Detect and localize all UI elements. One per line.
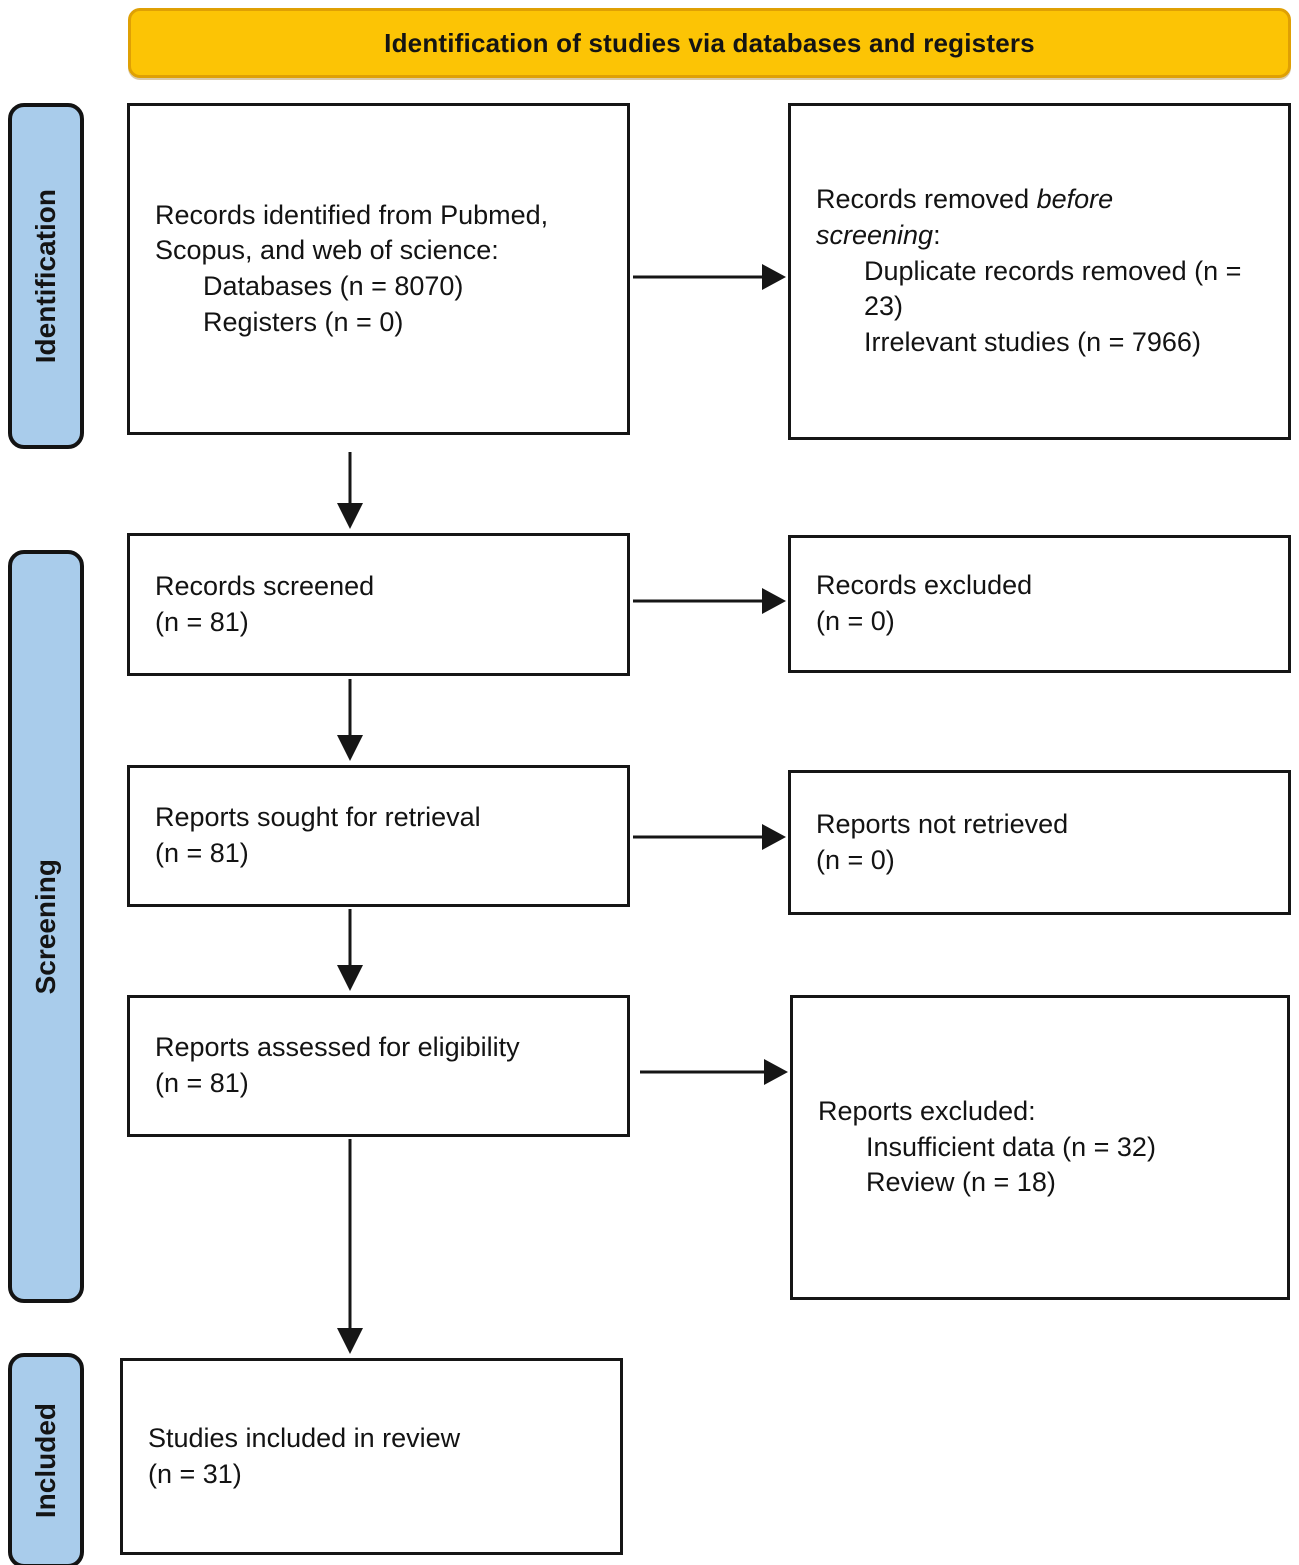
title-banner <box>128 8 1291 78</box>
stage-label-screening-text: Screening <box>30 858 61 995</box>
box-records-identified-item: Registers (n = 0) <box>203 306 404 337</box>
box-reports-assessed <box>127 995 630 1137</box>
box-reports-assessed-label: Reports assessed for eligibility <box>155 1032 520 1063</box>
box-records-excluded-count: (n = 0) <box>816 606 895 636</box>
stage-label-included-text: Included <box>30 1402 61 1519</box>
box-reports-sought <box>127 765 630 907</box>
box-reports-assessed-count: (n = 81) <box>155 1068 249 1098</box>
box-records-removed-heading-colon: : <box>933 220 941 251</box>
box-records-screened-count: (n = 81) <box>155 606 249 637</box>
box-records-excluded-label: Records excluded <box>816 570 1033 601</box>
box-records-removed-item: Duplicate records removed (n = 23) <box>864 255 1242 322</box>
stage-label-identification-text: Identification <box>30 188 61 364</box>
box-records-screened-label: Records screened <box>155 570 375 601</box>
box-reports-not-retrieved-label: Reports not retrieved <box>816 808 1069 839</box>
box-reports-excluded-item: Review (n = 18) <box>866 1167 1056 1198</box>
stage-label-screening <box>8 550 84 1303</box>
arrow-identified-to-screened <box>337 452 363 529</box>
box-reports-not-retrieved-count: (n = 0) <box>816 844 895 875</box>
arrow-identified-to-removed <box>633 264 786 290</box>
box-reports-excluded-heading: Reports excluded: <box>818 1096 1036 1127</box>
stage-label-identification <box>8 103 84 449</box>
box-reports-sought-count: (n = 81) <box>155 838 249 868</box>
arrow-assessed-to-reports-excluded <box>640 1059 788 1085</box>
box-records-removed-item: Irrelevant studies (n = 7966) <box>864 326 1201 357</box>
box-studies-included-label: Studies included in review <box>148 1422 461 1453</box>
box-records-screened <box>127 533 630 676</box>
box-records-removed-heading-regular: Records removed <box>816 184 1037 215</box>
stage-label-included <box>8 1353 84 1565</box>
box-records-removed <box>788 103 1291 440</box>
box-studies-included <box>120 1358 623 1555</box>
box-records-identified-heading: Records identified from Pubmed, Scopus, and web of science: <box>155 199 549 266</box>
arrow-assessed-to-included <box>337 1139 363 1354</box>
title-banner-text: Identification of studies via databases and registers <box>384 27 1035 58</box>
arrow-screened-to-excluded <box>633 588 786 614</box>
box-records-removed-heading <box>816 182 1201 253</box>
box-reports-excluded <box>790 995 1290 1300</box>
box-records-identified <box>127 103 630 435</box>
box-records-excluded <box>788 535 1291 673</box>
box-reports-excluded-item: Insufficient data (n = 32) <box>866 1131 1156 1162</box>
box-reports-not-retrieved <box>788 770 1291 915</box>
box-studies-included-count: (n = 31) <box>148 1458 242 1489</box>
arrow-sought-to-assessed <box>337 909 363 991</box>
arrow-screened-to-sought <box>337 679 363 761</box>
box-reports-sought-label: Reports sought for retrieval <box>155 802 481 833</box>
arrow-sought-to-not-retrieved <box>633 824 786 850</box>
box-records-removed-heading-italic: before screening <box>816 184 1114 251</box>
box-records-identified-item: Databases (n = 8070) <box>203 271 464 301</box>
